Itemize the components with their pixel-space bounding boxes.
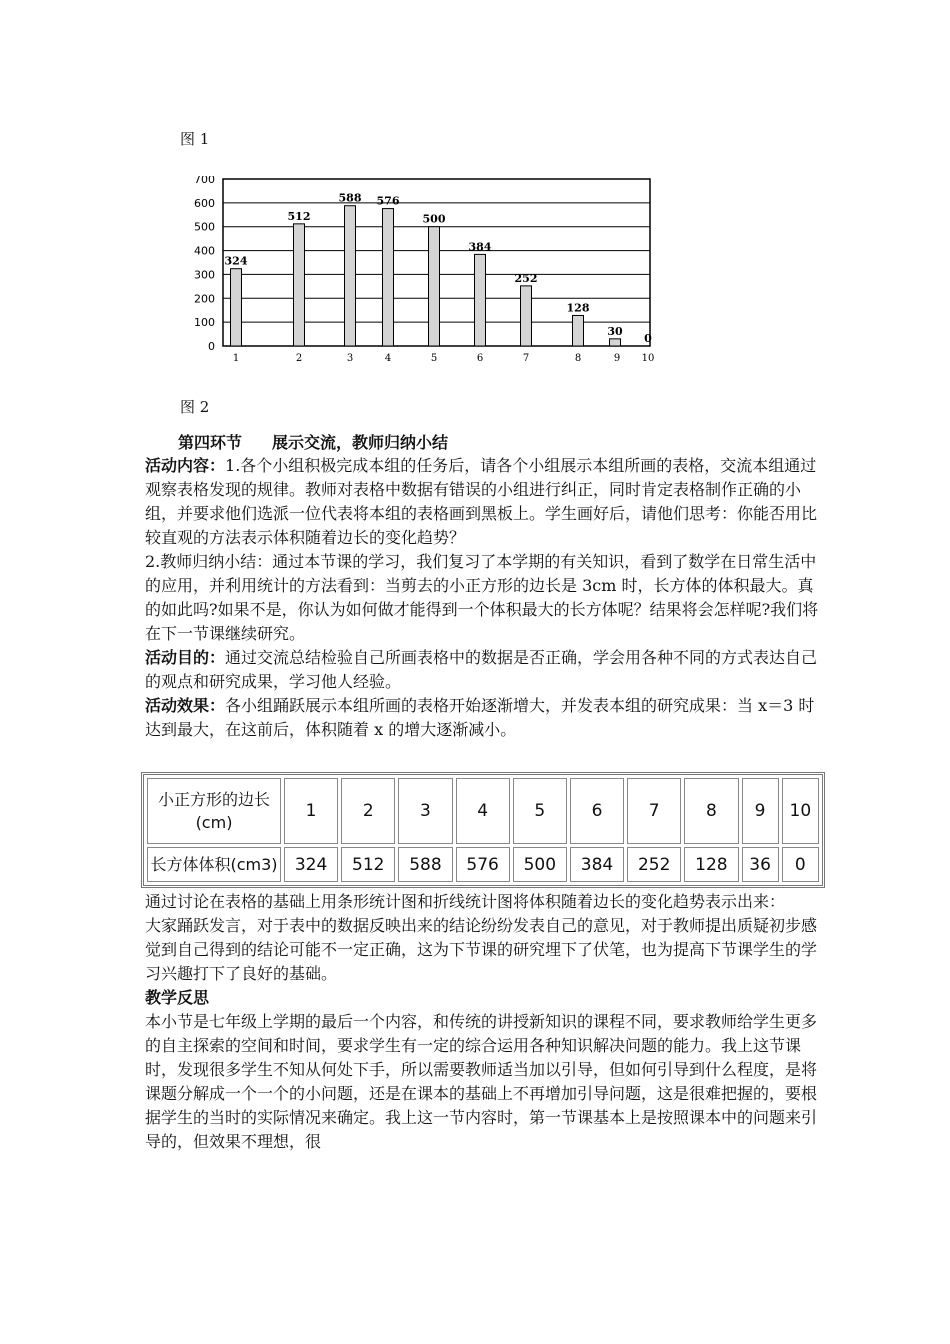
y-tick-label: 200 [194,292,215,306]
x-tick-label: 3 [346,353,354,364]
table-cell: 1 [284,778,338,844]
bar [573,315,584,346]
bar-chart [190,176,660,368]
table-row-side [147,778,819,844]
bar [429,227,440,346]
activity-effect-label: 活动效果： [145,696,226,715]
bar [475,254,486,346]
table-cell: 2 [341,778,395,844]
bar [294,224,305,346]
table-cell: 5 [513,778,567,844]
x-tick-label: 1 [232,353,240,364]
bar [610,339,621,346]
activity-content-label: 活动内容： [145,456,226,475]
table-header-side: 小正方形的边长(cm) [147,778,281,844]
table-cell: 0 [782,847,819,882]
table-cell: 3 [398,778,452,844]
table-cell: 512 [341,847,395,882]
activity-goal [145,646,825,694]
bar [383,209,394,346]
table-cell: 6 [570,778,624,844]
table-cell: 10 [782,778,819,844]
section-title: 展示交流，教师归纳小结 [272,433,449,452]
x-tick-label: 6 [476,353,484,364]
table-cell: 7 [627,778,681,844]
table-cell: 500 [513,847,567,882]
x-tick-label: 10 [641,353,655,364]
y-tick-label: 700 [194,176,215,186]
x-tick-label: 2 [295,353,303,364]
table-cell: 4 [456,778,510,844]
table-header-volume: 长方体体积(cm3) [147,847,281,882]
discussion-p2: 大家踊跃发言，对于表中的数据反映出来的结论纷纷发表自己的意见，对于教师提出质疑初步感觉到自己得到的结论可能不一定正确，这为下节课的研究埋下了伏笔，也为提高下节课学生的学习兴趣打下了良好的基础。 [145,916,818,983]
discussion-p1: 通过讨论在表格的基础上用条形统计图和折线统计图将体积随着边长的变化趋势表示出来： [145,892,786,911]
bar [521,286,532,346]
table-cell: 9 [742,778,779,844]
table-cell: 324 [284,847,338,882]
x-tick-label: 5 [430,353,438,364]
activity-content-p1 [145,454,825,550]
table-cell: 36 [742,847,779,882]
activity-content-text: 1.各个小组积极完成本组的任务后，请各个小组展示本组所画的表格，交流本组通过观察表格发现的规律。教师对表格中数据有错误的小组进行纠正，同时肯定表格制作正确的小组，并要求他们选派一位代表将本组的表格画到黑板上。学生画好后，请他们思考：你能否用比较直观的方法表示体积随着边长的变化趋势？ [145,456,818,547]
section-number: 第四环节 [178,433,243,452]
activity-content-p2: 2.教师归纳小结：通过本节课的学习，我们复习了本学期的有关知识，看到了数学在日常生活中的应用，并利用统计的方法看到：当剪去的小正方形的边长是 3cm 时，长方体的体积最大。真的如此吗?如果不是，你认为如何做才能得到一个体积最大的长方体呢？结果将会怎样呢?我们将在下一节课继续研究。 [145,552,819,643]
y-tick-label: 400 [194,244,215,258]
data-label: 588 [338,191,362,205]
y-tick-label: 100 [194,316,215,330]
data-label: 324 [224,254,248,268]
table-cell: 128 [684,847,738,882]
reflection-text: 本小节是七年级上学期的最后一个内容，和传统的讲授新知识的课程不同，要求教师给学生更多的自主探索的空间和时间，要求学生有一定的综合运用各种知识解决问题的能力。我上这节课时，发现很多学生不知从何处下手，所以需要教师适当加以引导，但如何引导到什么程度，是将课题分解成一个一个的小问题，还是在课本的基础上不再增加引导问题，这是很难把握的，要根据学生的当时的实际情况来确定。我上这一节内容时，第一节课基本上是按照课本中的问题来引导的，但效果不理想，很 [145,1012,818,1151]
data-label: 512 [287,209,311,223]
y-tick-label: 0 [208,340,215,353]
x-tick-label: 7 [522,353,530,364]
data-label: 252 [514,271,538,285]
table-row-volume [147,847,819,882]
data-label: 576 [376,194,400,208]
table-cell: 384 [570,847,624,882]
activity-effect-text: 各小组踊跃展示本组所画的表格开始逐渐增大，并发表本组的研究成果：当 x＝3 时达到最大，在这前后，体积随着 x 的增大逐渐减小。 [145,696,815,739]
activity-section [145,454,825,742]
table-cell: 8 [684,778,738,844]
bar [231,269,242,346]
x-tick-label: 9 [613,353,621,364]
y-tick-label: 500 [194,220,215,234]
table-cell: 252 [627,847,681,882]
discussion-section [145,890,825,1154]
x-tick-label: 8 [574,353,582,364]
figure-2-label: 图 2 [180,398,210,416]
figure-1-label: 图 1 [180,130,210,148]
activity-effect [145,694,825,742]
y-tick-label: 600 [194,196,215,210]
data-table [141,772,825,888]
data-label: 500 [422,212,446,226]
section-heading [178,430,478,453]
x-tick-label: 4 [384,353,392,364]
activity-goal-text: 通过交流总结检验自己所画表格中的数据是否正确，学会用各种不同的方式表达自己的观点和研究成果，学习他人经验。 [145,648,818,691]
bar [345,206,356,346]
data-label: 384 [468,240,492,254]
table-cell: 588 [398,847,452,882]
y-tick-label: 300 [194,268,215,282]
reflection-title: 教学反思 [145,988,210,1007]
table-cell: 576 [456,847,510,882]
data-label: 0 [644,332,652,345]
data-label: 30 [607,324,623,338]
data-label: 128 [566,301,590,315]
activity-goal-label: 活动目的： [145,648,226,667]
